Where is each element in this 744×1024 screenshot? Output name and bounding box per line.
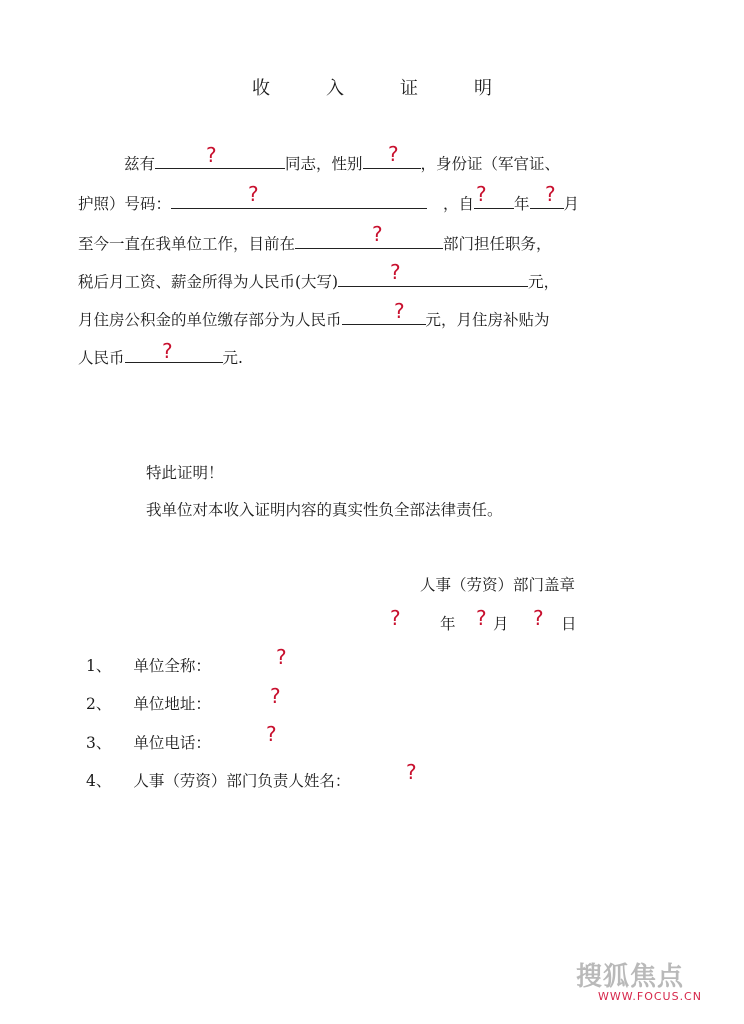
- list-item: 2、 单位地址：: [86, 695, 211, 713]
- question-mark: ?: [390, 606, 401, 630]
- question-mark: ?: [276, 645, 287, 669]
- body-line-1: 兹有 同志，性别 ，身份证（军官证、: [124, 152, 560, 174]
- housing-subsidy-field[interactable]: [125, 346, 223, 363]
- body-line-4: 税后月工资、薪金所得为人民币(大写) 元，: [78, 270, 559, 292]
- question-mark: ?: [406, 760, 417, 784]
- question-mark: ?: [545, 182, 556, 206]
- watermark-text: 搜狐焦点: [576, 962, 685, 992]
- statement-line-2: 我单位对本收入证明内容的真实性负全部法律责任。: [146, 501, 503, 519]
- title-char: 入: [326, 78, 344, 99]
- date-month-label: 月: [493, 615, 509, 633]
- list-item: 1、 单位全称：: [86, 657, 211, 675]
- statement-line-1: 特此证明！: [146, 464, 224, 482]
- salary-uppercase-field[interactable]: [338, 270, 528, 287]
- question-mark: ?: [476, 182, 487, 206]
- body-line-5: 月住房公积金的单位缴存部分为人民币 元，月住房补贴为: [78, 308, 550, 330]
- name-field[interactable]: [155, 152, 285, 169]
- list-item: 4、 人事（劳资）部门负责人姓名：: [86, 772, 351, 790]
- question-mark: ?: [206, 143, 217, 167]
- housing-fund-field[interactable]: [342, 308, 426, 325]
- body-line-2: 护照）号码： ，自 年 月: [78, 192, 579, 214]
- question-mark: ?: [533, 606, 544, 630]
- date-year-label: 年: [440, 615, 456, 633]
- id-number-field[interactable]: [171, 192, 427, 209]
- question-mark: ?: [390, 260, 401, 284]
- question-mark: ?: [388, 142, 399, 166]
- question-mark: ?: [372, 222, 383, 246]
- stamp-label: 人事（劳资）部门盖章: [420, 576, 576, 594]
- department-field[interactable]: [295, 232, 443, 249]
- title-char: 证: [400, 78, 418, 99]
- watermark-logo: [576, 956, 726, 1006]
- date-day-label: 日: [561, 615, 577, 633]
- watermark-url: WWW.FOCUS.CN: [598, 990, 702, 1003]
- page-title: [0, 74, 744, 100]
- question-mark: ?: [394, 299, 405, 323]
- body-line-6: 人民币 元.: [78, 346, 243, 368]
- body-line-3: 至今一直在我单位工作，目前在 部门担任职务，: [78, 232, 552, 254]
- question-mark: ?: [476, 606, 487, 630]
- title-char: 明: [474, 78, 492, 99]
- title-char: 收: [252, 78, 270, 99]
- question-mark: ?: [270, 684, 281, 708]
- question-mark: ?: [248, 182, 259, 206]
- list-item: 3、 单位电话：: [86, 734, 211, 752]
- question-mark: ?: [266, 722, 277, 746]
- question-mark: ?: [162, 339, 173, 363]
